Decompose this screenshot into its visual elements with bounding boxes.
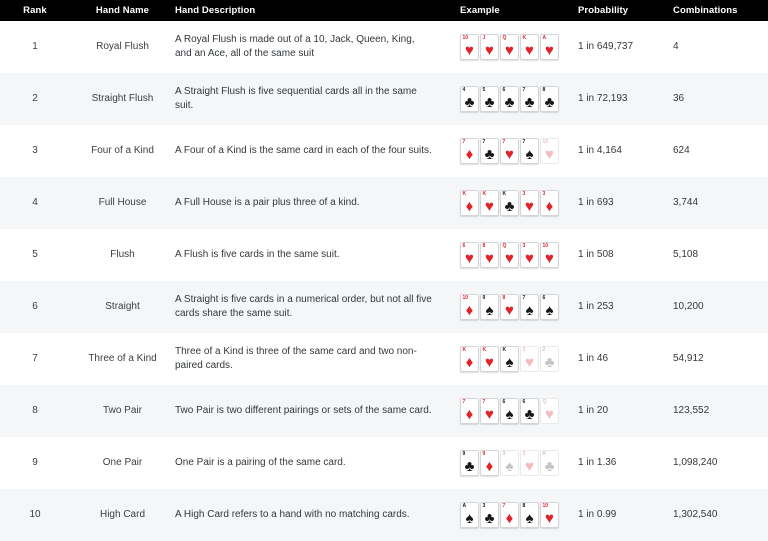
card-rank-label: A (542, 35, 547, 41)
card-suit-club-icon: ♣ (484, 510, 495, 527)
card-suit-club-icon: ♣ (544, 354, 555, 371)
card-suit-heart-icon: ♥ (485, 406, 494, 423)
table-header-row (0, 0, 768, 21)
card-rank-label: K (542, 451, 547, 457)
cell-hand-description-text: A Full House is a pair plus three of a kind. (175, 196, 360, 208)
playing-card-club-icon (520, 398, 539, 424)
cell-rank-text: 7 (32, 352, 38, 364)
card-rank-label: 6 (542, 295, 546, 301)
card-suit-club-icon: ♣ (504, 198, 515, 215)
card-suit-heart-icon: ♥ (485, 250, 494, 267)
playing-card-heart-icon (480, 242, 499, 268)
card-rank-label: J (482, 35, 486, 41)
playing-card-heart-icon (500, 242, 519, 268)
playing-card-diamond-icon (460, 398, 479, 424)
playing-card-diamond-icon (500, 502, 519, 528)
card-hand (460, 294, 578, 320)
card-rank-label: 3 (522, 451, 526, 457)
card-suit-diamond-icon: ♦ (465, 406, 474, 423)
cell-probability (578, 300, 673, 314)
playing-card-spade-icon (480, 294, 499, 320)
cell-hand-name (70, 248, 175, 262)
cell-rank (0, 144, 70, 158)
cell-rank-text: 9 (32, 456, 38, 468)
cell-combinations-text: 3,744 (673, 196, 699, 208)
card-suit-diamond-icon: ♦ (545, 198, 554, 215)
cell-probability (578, 508, 673, 522)
card-suit-heart-icon: ♥ (525, 42, 534, 59)
card-rank-label: 6 (522, 399, 526, 405)
card-hand (460, 242, 578, 268)
cell-hand-description (175, 33, 460, 61)
card-rank-label: 10 (542, 139, 549, 145)
cell-combinations (673, 196, 768, 210)
card-rank-label: K (462, 347, 467, 353)
card-rank-label: 7 (482, 139, 486, 145)
cell-rank-text: 5 (32, 248, 38, 260)
playing-card-diamond-icon (480, 450, 499, 476)
playing-card-heart-icon (480, 346, 499, 372)
card-rank-label: 7 (462, 399, 466, 405)
cell-example (460, 34, 578, 60)
card-suit-spade-icon: ♠ (545, 302, 554, 319)
playing-card-diamond-icon (460, 294, 479, 320)
cell-probability-text: 1 in 72,193 (578, 92, 628, 104)
cell-rank-text: 1 (32, 40, 38, 52)
cell-rank-text: 8 (32, 404, 38, 416)
cell-example (460, 294, 578, 320)
card-suit-heart-icon: ♥ (545, 510, 554, 527)
cell-combinations (673, 40, 768, 54)
playing-card-spade-icon (540, 294, 559, 320)
playing-card-heart-icon (540, 138, 559, 164)
playing-card-club-icon (540, 86, 559, 112)
cell-probability-text: 1 in 693 (578, 196, 614, 208)
card-suit-heart-icon: ♥ (505, 302, 514, 319)
cell-hand-name (70, 144, 175, 158)
card-hand (460, 86, 578, 112)
card-suit-spade-icon: ♠ (525, 302, 534, 319)
cell-hand-description (175, 404, 460, 418)
card-rank-label: K (502, 347, 507, 353)
playing-card-spade-icon (460, 502, 479, 528)
cell-hand-name-text: Four of a Kind (91, 144, 154, 156)
card-hand (460, 346, 578, 372)
cell-rank-text: 6 (32, 300, 38, 312)
column-header-combinations: Combinations (673, 5, 738, 16)
cell-hand-name (70, 456, 175, 470)
playing-card-heart-icon (540, 398, 559, 424)
card-rank-label: 6 (502, 87, 506, 93)
card-rank-label: 7 (502, 139, 506, 145)
card-rank-label: K (502, 191, 507, 197)
card-rank-label: 3 (502, 451, 506, 457)
card-rank-label: 8 (542, 87, 546, 93)
playing-card-heart-icon (520, 450, 539, 476)
cell-combinations (673, 248, 768, 262)
playing-card-club-icon (540, 450, 559, 476)
card-rank-label: 3 (542, 191, 546, 197)
playing-card-diamond-icon (460, 190, 479, 216)
card-rank-label: 6 (462, 243, 466, 249)
cell-example (460, 242, 578, 268)
card-rank-label: 8 (482, 243, 486, 249)
playing-card-heart-icon (480, 190, 499, 216)
playing-card-club-icon (480, 86, 499, 112)
cell-probability (578, 404, 673, 418)
cell-hand-description (175, 345, 460, 373)
card-suit-diamond-icon: ♦ (465, 146, 474, 163)
cell-combinations-text: 10,200 (673, 300, 704, 312)
column-header-rank: Rank (23, 5, 47, 16)
cell-probability (578, 144, 673, 158)
playing-card-heart-icon (480, 34, 499, 60)
cell-rank (0, 508, 70, 522)
cell-rank (0, 456, 70, 470)
card-suit-heart-icon: ♥ (525, 198, 534, 215)
playing-card-spade-icon (520, 502, 539, 528)
card-rank-label: 7 (482, 399, 486, 405)
playing-card-heart-icon (460, 34, 479, 60)
cell-hand-name (70, 40, 175, 54)
cell-hand-name-text: Straight Flush (91, 92, 154, 104)
cell-rank-text: 10 (29, 508, 41, 520)
cell-hand-description-text: Two Pair is two different pairings or sets of the same card. (175, 404, 432, 416)
playing-card-heart-icon (540, 34, 559, 60)
cell-hand-description-text: A Flush is five cards in the same suit. (175, 248, 340, 260)
card-suit-club-icon: ♣ (464, 458, 475, 475)
cell-probability-text: 1 in 649,737 (578, 40, 634, 52)
card-rank-label: 7 (522, 139, 526, 145)
cell-example (460, 86, 578, 112)
card-rank-label: 3 (522, 191, 526, 197)
card-rank-label: Q (502, 35, 507, 41)
cell-combinations-text: 1,302,540 (673, 508, 718, 520)
card-suit-club-icon: ♣ (544, 94, 555, 111)
playing-card-club-icon (500, 190, 519, 216)
card-rank-label: K (462, 191, 467, 197)
card-suit-diamond-icon: ♦ (465, 354, 474, 371)
card-suit-heart-icon: ♥ (465, 42, 474, 59)
card-rank-label: 3 (482, 503, 486, 509)
cell-hand-name (70, 404, 175, 418)
cell-example (460, 398, 578, 424)
cell-probability (578, 248, 673, 262)
card-suit-spade-icon: ♠ (505, 354, 514, 371)
card-rank-label: 9 (462, 451, 466, 457)
table-row (0, 489, 768, 541)
playing-card-club-icon (480, 138, 499, 164)
card-suit-heart-icon: ♥ (505, 42, 514, 59)
playing-card-spade-icon (500, 346, 519, 372)
cell-hand-description (175, 508, 460, 522)
cell-rank (0, 248, 70, 262)
card-rank-label: 9 (482, 451, 486, 457)
card-rank-label: Q (542, 399, 547, 405)
cell-probability-text: 1 in 253 (578, 300, 614, 312)
cell-rank (0, 92, 70, 106)
cell-rank-text: 4 (32, 196, 38, 208)
cell-rank-text: 2 (32, 92, 38, 104)
card-suit-heart-icon: ♥ (525, 354, 534, 371)
cell-probability-text: 1 in 1.36 (578, 456, 617, 468)
card-suit-heart-icon: ♥ (545, 406, 554, 423)
cell-probability-text: 1 in 46 (578, 352, 609, 364)
card-suit-heart-icon: ♥ (485, 42, 494, 59)
card-rank-label: 10 (542, 243, 549, 249)
playing-card-heart-icon (460, 242, 479, 268)
cell-hand-name-text: One Pair (102, 456, 143, 468)
cell-hand-description-text: A Straight Flush is five sequential cards all in the same suit. (175, 85, 417, 111)
card-rank-label: Q (502, 243, 507, 249)
card-suit-heart-icon: ♥ (545, 250, 554, 267)
card-rank-label: K (482, 191, 487, 197)
playing-card-heart-icon (520, 34, 539, 60)
cell-hand-name-text: High Card (99, 508, 146, 520)
column-header-hand-description: Hand Description (175, 5, 256, 16)
cell-hand-name (70, 508, 175, 522)
table-row (0, 385, 768, 437)
card-suit-heart-icon: ♥ (505, 146, 514, 163)
cell-combinations-text: 123,552 (673, 404, 710, 416)
cell-hand-name (70, 300, 175, 314)
column-header-hand-name: Hand Name (95, 5, 150, 16)
card-rank-label: 7 (522, 295, 526, 301)
card-suit-heart-icon: ♥ (545, 42, 554, 59)
cell-combinations-text: 54,912 (673, 352, 704, 364)
cell-hand-name-text: Two Pair (103, 404, 142, 416)
card-rank-label: 2 (542, 347, 546, 353)
cell-combinations-text: 624 (673, 144, 690, 156)
cell-combinations (673, 144, 768, 158)
card-rank-label: 10 (462, 35, 469, 41)
table-row (0, 333, 768, 385)
cell-hand-name-text: Three of a Kind (88, 352, 157, 364)
card-hand (460, 502, 578, 528)
cell-hand-description (175, 85, 460, 113)
cell-probability-text: 1 in 0.99 (578, 508, 617, 520)
cell-hand-description (175, 456, 460, 470)
cell-example (460, 450, 578, 476)
cell-probability (578, 352, 673, 366)
card-rank-label: 5 (482, 87, 486, 93)
cell-example (460, 346, 578, 372)
cell-combinations (673, 92, 768, 106)
card-rank-label: 8 (502, 295, 506, 301)
card-suit-heart-icon: ♥ (465, 250, 474, 267)
card-suit-club-icon: ♣ (484, 94, 495, 111)
card-rank-label: K (522, 35, 527, 41)
playing-card-club-icon (460, 450, 479, 476)
cell-probability (578, 456, 673, 470)
table-row (0, 125, 768, 177)
cell-hand-name-text: Flush (110, 248, 135, 260)
cell-hand-description-text: A Four of a Kind is the same card in each of the four suits. (175, 144, 432, 156)
table-row (0, 21, 768, 73)
playing-card-heart-icon (500, 294, 519, 320)
card-rank-label: A (462, 503, 467, 509)
card-suit-club-icon: ♣ (544, 458, 555, 475)
playing-card-heart-icon (520, 346, 539, 372)
column-header-example: Example (460, 5, 500, 16)
card-rank-label: 7 (502, 503, 506, 509)
cell-probability-text: 1 in 20 (578, 404, 609, 416)
cell-combinations (673, 404, 768, 418)
card-suit-diamond-icon: ♦ (505, 510, 514, 527)
cell-rank (0, 196, 70, 210)
card-suit-diamond-icon: ♦ (465, 302, 474, 319)
cell-hand-name-text: Royal Flush (96, 40, 149, 52)
card-suit-spade-icon: ♠ (485, 302, 494, 319)
card-suit-spade-icon: ♠ (525, 146, 534, 163)
card-suit-heart-icon: ♥ (525, 250, 534, 267)
cell-hand-name (70, 92, 175, 106)
card-hand (460, 450, 578, 476)
playing-card-diamond-icon (460, 138, 479, 164)
card-suit-spade-icon: ♠ (505, 406, 514, 423)
cell-hand-description-text: A Royal Flush is made out of a 10, Jack, Queen, King, and an Ace, all of the same suit (175, 33, 415, 59)
cell-combinations (673, 300, 768, 314)
cell-hand-name (70, 352, 175, 366)
playing-card-spade-icon (500, 398, 519, 424)
card-suit-club-icon: ♣ (524, 406, 535, 423)
cell-rank (0, 300, 70, 314)
card-suit-heart-icon: ♥ (505, 250, 514, 267)
cell-probability (578, 40, 673, 54)
table-row (0, 177, 768, 229)
cell-hand-description-text: A High Card refers to a hand with no matching cards. (175, 508, 410, 520)
cell-example (460, 190, 578, 216)
cell-hand-description-text: One Pair is a pairing of the same card. (175, 456, 346, 468)
card-rank-label: 4 (462, 87, 466, 93)
playing-card-spade-icon (500, 450, 519, 476)
card-suit-heart-icon: ♥ (545, 146, 554, 163)
card-suit-club-icon: ♣ (484, 146, 495, 163)
card-suit-heart-icon: ♥ (485, 198, 494, 215)
playing-card-heart-icon (500, 34, 519, 60)
cell-probability (578, 92, 673, 106)
cell-rank (0, 352, 70, 366)
table-row (0, 73, 768, 125)
playing-card-heart-icon (520, 190, 539, 216)
cell-probability-text: 1 in 4,164 (578, 144, 622, 156)
column-header-probability: Probability (578, 5, 629, 16)
playing-card-club-icon (500, 86, 519, 112)
cell-rank (0, 40, 70, 54)
card-suit-club-icon: ♣ (464, 94, 475, 111)
cell-hand-description (175, 196, 460, 210)
cell-probability-text: 1 in 508 (578, 248, 614, 260)
table-row (0, 229, 768, 281)
card-suit-spade-icon: ♠ (525, 510, 534, 527)
cell-combinations-text: 1,098,240 (673, 456, 718, 468)
card-rank-label: 7 (522, 87, 526, 93)
cell-example (460, 138, 578, 164)
playing-card-spade-icon (520, 294, 539, 320)
card-rank-label: 8 (522, 503, 526, 509)
cell-rank-text: 3 (32, 144, 38, 156)
cell-hand-name-text: Straight (105, 300, 140, 312)
card-suit-club-icon: ♣ (504, 94, 515, 111)
playing-card-diamond-icon (460, 346, 479, 372)
cell-probability (578, 196, 673, 210)
playing-card-heart-icon (520, 242, 539, 268)
cell-combinations-text: 4 (673, 40, 679, 52)
card-hand (460, 398, 578, 424)
cell-combinations-text: 5,108 (673, 248, 699, 260)
card-hand (460, 138, 578, 164)
cell-hand-description (175, 144, 460, 158)
card-rank-label: 7 (462, 139, 466, 145)
card-suit-diamond-icon: ♦ (465, 198, 474, 215)
card-suit-club-icon: ♣ (524, 94, 535, 111)
cell-hand-name-text: Full House (98, 196, 147, 208)
cell-hand-description (175, 293, 460, 321)
cell-example (460, 502, 578, 528)
card-rank-label: 10 (542, 503, 549, 509)
table-body (0, 21, 768, 541)
table-row (0, 437, 768, 489)
playing-card-heart-icon (480, 398, 499, 424)
playing-card-club-icon (520, 86, 539, 112)
playing-card-club-icon (460, 86, 479, 112)
card-suit-spade-icon: ♠ (505, 458, 514, 475)
card-rank-label: K (482, 347, 487, 353)
cell-combinations (673, 508, 768, 522)
cell-combinations (673, 352, 768, 366)
card-rank-label: 3 (522, 243, 526, 249)
cell-hand-name (70, 196, 175, 210)
cell-hand-description-text: A Straight is five cards in a numerical order, but not all five cards share the same suit. (175, 293, 432, 319)
card-rank-label: 9 (482, 295, 486, 301)
card-suit-heart-icon: ♥ (485, 354, 494, 371)
card-rank-label: 3 (522, 347, 526, 353)
table-row (0, 281, 768, 333)
cell-hand-description-text: Three of a Kind is three of the same card and two non-paired cards. (175, 345, 417, 371)
cell-hand-description (175, 248, 460, 262)
card-hand (460, 190, 578, 216)
card-suit-diamond-icon: ♦ (485, 458, 494, 475)
playing-card-heart-icon (540, 502, 559, 528)
playing-card-diamond-icon (540, 190, 559, 216)
playing-card-spade-icon (520, 138, 539, 164)
playing-card-heart-icon (540, 242, 559, 268)
card-hand (460, 34, 578, 60)
playing-card-heart-icon (500, 138, 519, 164)
cell-combinations-text: 36 (673, 92, 685, 104)
card-rank-label: 10 (462, 295, 469, 301)
cell-combinations (673, 456, 768, 470)
cell-rank (0, 404, 70, 418)
card-rank-label: 6 (502, 399, 506, 405)
playing-card-club-icon (540, 346, 559, 372)
card-suit-heart-icon: ♥ (525, 458, 534, 475)
card-suit-spade-icon: ♠ (465, 510, 474, 527)
playing-card-club-icon (480, 502, 499, 528)
